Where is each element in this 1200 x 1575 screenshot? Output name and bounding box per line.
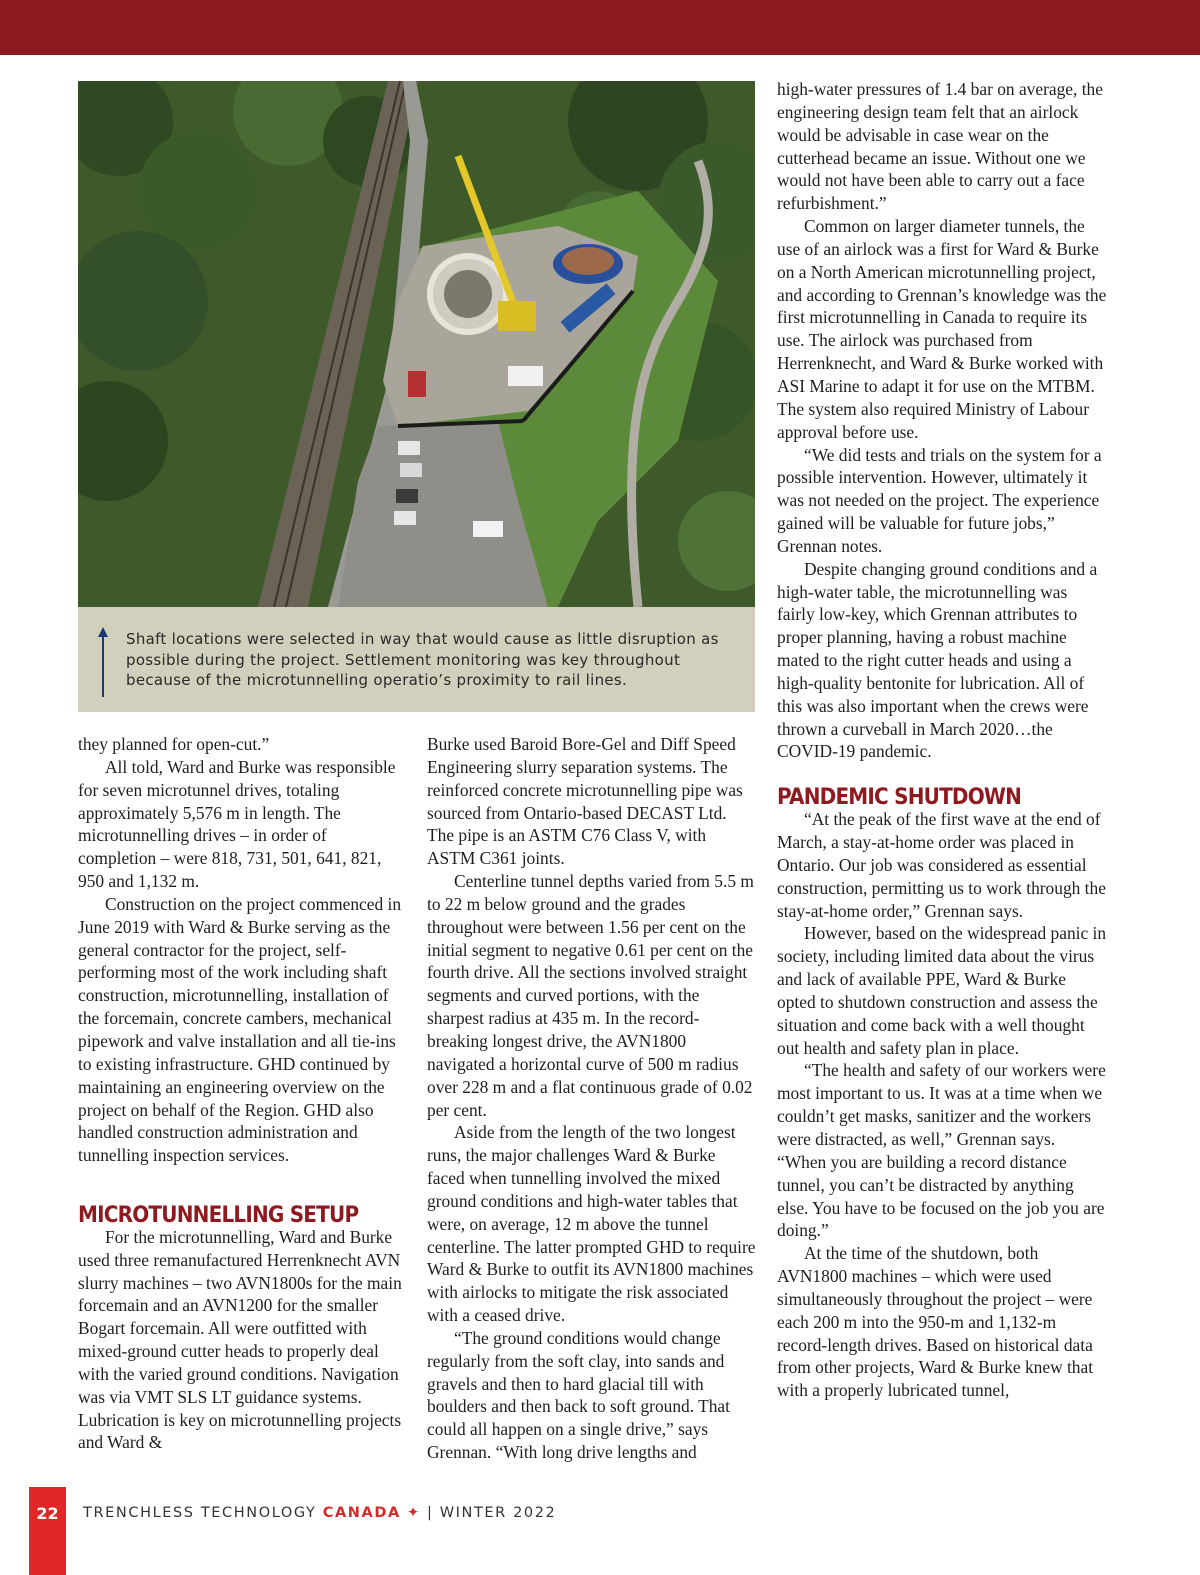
article-column-1 <box>78 733 408 1454</box>
publication-name: TRENCHLESS TECHNOLOGY <box>83 1505 317 1521</box>
paragraph: high-water pressures of 1.4 bar on average, the engineering design team felt that an airlock would be advisable in case wear on the cutterhead became an issue. Without one we would not have been able to carry out a face refurbishment.” <box>777 79 1103 214</box>
paragraph: Despite changing ground conditions and a high-water table, the microtunnelling was fairly low-key, which Grennan attributes to proper planning, having a robust machine mated to the right cutter heads and using a high-quality bentonite for lubrication. All of this was also important when the crews were thrown a curveball in March 2020…the COVID-19 pandemic. <box>777 558 1098 762</box>
publication-country: CANADA <box>322 1505 401 1521</box>
header-bar <box>0 0 1200 55</box>
aerial-construction-photo <box>78 81 755 607</box>
article-column-2 <box>427 733 757 1464</box>
page-number-tab <box>29 1487 66 1575</box>
paragraph: Aside from the length of the two longest runs, the major challenges Ward & Burke faced when tunnelling involved the mixed ground conditions and high-water tables that were, on average, 12 m above the tunnel centerline. The latter prompted GHD to require Ward & Burke to outfit its AVN1800 machines with airlocks to mitigate the risk associated with a ceased drive. <box>427 1122 756 1326</box>
paragraph: All told, Ward and Burke was responsible for seven microtunnel drives, totaling approximately 5,576 m in length. The microtunnelling drives – in order of completion – were 818, 731, 501, 641, 821, 950 and 1,132 m. <box>78 756 396 892</box>
paragraph: For the microtunnelling, Ward and Burke used three remanufactured Herrenknecht AVN slurry machines – two AVN1800s for the main forcemain and an AVN1200 for the smaller Bogart forcemain. All were outfitted with mixed-ground cutter heads to properly deal with the varied ground conditions. Navigation was via VMT SLS LT guidance systems. Lubrication is key on microtunnelling projects and Ward & <box>78 1226 402 1453</box>
paragraph: Construction on the project commenced in June 2019 with Ward & Burke serving as the general contractor for the project, self-performing most of the work including shaft construction, microtunnelling, installation of the forcemain, concrete cambers, mechanical pipework and valve installation and all tie-ins to existing infrastructure. GHD continued by maintaining an engineering overview on the project on behalf of the Region. GHD also handled construction administration and tunnelling inspection services. <box>78 893 402 1166</box>
footer-publication <box>83 1505 556 1521</box>
paragraph: At the time of the shutdown, both AVN1800 machines – which were used simultaneously throughout the project – were each 200 m into the 950-m and 1,132-m record-length drives. Based on historical data from other projects, Ward & Burke knew that with a properly lubricated tunnel, <box>777 1243 1094 1401</box>
section-heading-pandemic-shutdown: PANDEMIC SHUTDOWN <box>777 782 1022 810</box>
article-column-3 <box>777 78 1107 1402</box>
caption-text: Shaft locations were selected in way that would cause as little disruption as possible during the project. Settlement monitoring was key throughout because of the microtunnelling operatio’s proximity to rail lines. <box>126 630 719 689</box>
paragraph: Common on larger diameter tunnels, the use of an airlock was a first for Ward & Burke on a North American microtunnelling project, and according to Grennan’s knowledge was the first microtunnelling in Canada to require its use. The airlock was purchased from Herrenknecht, and Ward & Burke worked with ASI Marine to adapt it for use on the MTBM. The system also required Ministry of Labour approval before use. <box>777 216 1107 442</box>
paragraph: “The ground conditions would change regularly from the soft clay, into sands and gravels and then to hard glacial till with boulders and then back to soft ground. That could all happen on a single drive,” says Grennan. “With long drive lengths and <box>427 1327 730 1463</box>
arrow-up-icon <box>98 627 108 697</box>
paragraph: “The health and safety of our workers were most important to us. It was at a time when we couldn’t get masks, sanitizer and the workers were distracted, as well,” Grennan says. “When you are building a record distance tunnel, you can’t be distracted by anything else. You have to be focused on the job you are doing.” <box>777 1060 1106 1241</box>
paragraph: “We did tests and trials on the system for a possible intervention. However, ultimately it was not needed on the project. The experience gained will be valuable for future jobs,” Grennan notes. <box>777 444 1102 556</box>
issue-date: WINTER 2022 <box>439 1505 557 1521</box>
paragraph: Centerline tunnel depths varied from 5.5 m to 22 m below ground and the grades throughout were between 1.56 per cent on the initial segment to negative 0.61 per cent on the fourth drive. All the sections involved straight segments and curved portions, with the sharpest radius at 435 m. In the record-breaking longest drive, the AVN1800 navigated a horizontal curve of 500 m radius over 228 m and a flat continuous grade of 0.02 per cent. <box>427 871 754 1120</box>
section-heading-microtunnelling-setup: MICROTUNNELLING SETUP <box>78 1200 359 1228</box>
paragraph: Burke used Baroid Bore-Gel and Diff Speed Engineering slurry separation systems. The reinforced concrete microtunnelling pipe was sourced from Ontario-based DECAST Ltd. The pipe is an ASTM C76 Class V, with ASTM C361 joints. <box>427 734 743 869</box>
paragraph: they planned for open-cut.” <box>78 734 270 754</box>
paragraph: However, based on the widespread panic in society, including limited data about the virus and lack of available PPE, Ward & Burke opted to shutdown construction and assess the situation and come back with a well thought out health and safety plan in place. <box>777 923 1107 1058</box>
footer-separator: | <box>426 1505 434 1521</box>
paragraph: “At the peak of the first wave at the end of March, a stay-at-home order was placed in Ontario. Our job was considered as essential construction, permitting us to work through the stay-at-home order,” Grennan says. <box>777 809 1106 921</box>
page-number: 22 <box>36 1504 59 1523</box>
photo-caption <box>78 607 755 712</box>
maple-leaf-icon: ✦ <box>407 1505 421 1521</box>
